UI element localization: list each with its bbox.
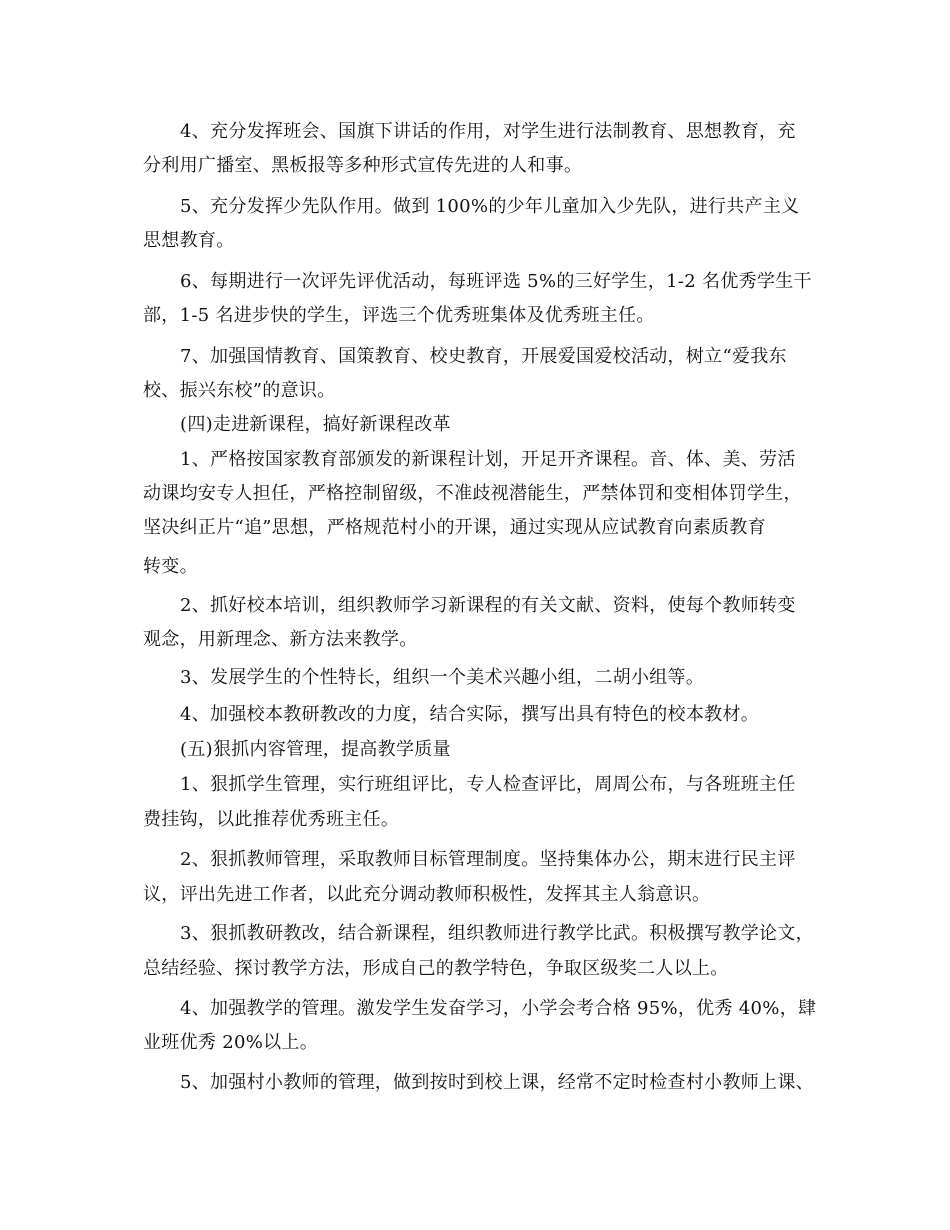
text-line: 1、严格按国家教育部颁发的新课程计划，开足开齐课程。音、体、美、劳活 <box>180 449 796 470</box>
text-line: 观念，用新理念、新方法来教学。 <box>143 629 418 650</box>
text-line: 动课均安专人担任，严格控制留级，不准歧视潜能生，严禁体罚和变相体罚学生， <box>143 483 802 504</box>
text-line: 2、狠抓教师管理，采取教师目标管理制度。坚持集体办公，期末进行民主评 <box>180 849 796 870</box>
text-line: 4、充分发挥班会、国旗下讲话的作用，对学生进行法制教育、思想教育，充 <box>180 121 796 142</box>
text-line: 校、振兴东校”的意识。 <box>143 380 336 401</box>
text-line: 分利用广播室、黑板报等多种形式宣传先进的人和事。 <box>143 155 583 176</box>
text-line: 5、充分发挥少先队作用。做到 100%的少年儿童加入少先队，进行共产主义 <box>180 196 800 217</box>
text-line: 2、抓好校本培训，组织教师学习新课程的有关文献、资料，使每个教师转变 <box>180 595 796 616</box>
text-line: 3、狠抓教研教改，结合新课程，组织教师进行教学比武。积极撰写教学论文， <box>180 923 814 944</box>
text-line: 业班优秀 20%以上。 <box>143 1032 319 1053</box>
text-line: 总结经验、探讨教学方法，形成自己的教学特色，争取区级奖二人以上。 <box>143 958 729 979</box>
text-line: 坚决纠正片“追”思想，严格规范村小的开课，通过实现从应试教育向素质教育 <box>143 517 766 538</box>
text-line: 6、每期进行一次评先评优活动，每班评选 5%的三好学生，1-2 名优秀学生干 <box>180 271 812 292</box>
section-heading: (五)狠抓内容管理，提高教学质量 <box>180 739 451 760</box>
text-line: 4、加强校本教研教改的力度，结合实际，撰写出具有特色的校本教材。 <box>180 704 760 725</box>
text-line: 7、加强国情教育、国策教育、校史教育，开展爱国爱校活动，树立“爱我东 <box>180 346 787 367</box>
text-line: 5、加强村小教师的管理，做到按时到校上课，经常不定时检查村小教师上课、 <box>180 1072 814 1093</box>
text-line: 议，评出先进工作者，以此充分调动教师积极性，发挥其主人翁意识。 <box>143 884 711 905</box>
text-line: 1、狠抓学生管理，实行班组评比，专人检查评比，周周公布，与各班班主任 <box>180 774 796 795</box>
text-line: 费挂钩，以此推荐优秀班主任。 <box>143 809 400 830</box>
text-line: 转变。 <box>143 556 198 577</box>
text-line: 思想教育。 <box>143 230 235 251</box>
section-heading: (四)走进新课程，搞好新课程改革 <box>180 414 451 435</box>
text-line: 4、加强教学的管理。激发学生发奋学习，小学会考合格 95%，优秀 40%，肆 <box>180 998 817 1019</box>
text-line: 3、发展学生的个性特长，组织一个美术兴趣小组，二胡小组等。 <box>180 667 705 688</box>
text-line: 部，1-5 名进步快的学生，评选三个优秀班集体及优秀班主任。 <box>143 305 655 326</box>
